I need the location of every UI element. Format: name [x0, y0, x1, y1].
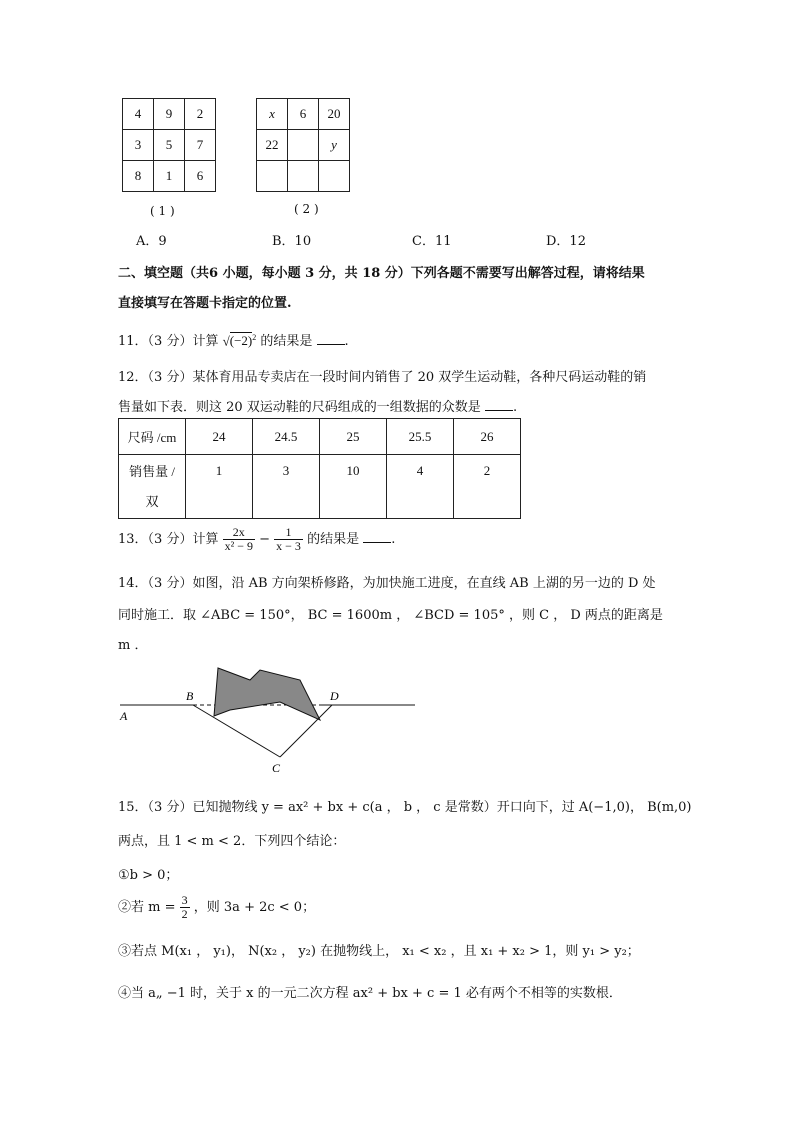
grid1-cell: 5 — [154, 130, 185, 161]
conclusion-1: ①b > 0； — [118, 868, 179, 883]
table-sales-label: 销售量 / 双 — [119, 455, 186, 519]
sales-cell: 10 — [320, 455, 387, 519]
table-header-label: 尺码 /cm — [119, 419, 186, 455]
question-14-line2: 同时施工．取 ∠ABC = 150°， BC = 1600m ， ∠BCD = 105° ，则 C ， D 两点的距离是 — [118, 608, 663, 623]
size-cell: 26 — [454, 419, 521, 455]
grid1-cell: 3 — [123, 130, 154, 161]
conclusion-2: ②若 m = $\frac{3}{2}$ ，则 3a + 2c < 0； — [118, 893, 316, 921]
label-a: A — [120, 709, 128, 723]
grid2-cell: 6 — [288, 99, 319, 130]
grid2-cell — [288, 161, 319, 192]
grid2-cell: x — [257, 99, 288, 130]
conclusion-3: ③若点 M(x₁ ， y₁)， N(x₂ ， y₂) 在抛物线上， x₁ < x₂ ，且 x₁ + x₂ > 1，则 y₁ > y₂； — [118, 944, 640, 959]
conclusion-2-fraction: $\frac{3}{2}$ — [181, 893, 188, 921]
grid1-caption: ( 1 ) — [150, 204, 175, 218]
question-14-line3: m ． — [118, 638, 148, 653]
magic-square-grid-2 — [256, 98, 350, 192]
section-heading-line2: 直接填写在答题卡指定的位置. — [118, 296, 292, 311]
grid2-cell: 20 — [319, 99, 350, 130]
question-11: 11．（3 分）计算 $√(-2)^2$ 的结果是 . — [118, 332, 349, 349]
option-a: A．9 — [136, 234, 167, 249]
magic-square-grid-1 — [122, 98, 216, 192]
grid1-cell: 9 — [154, 99, 185, 130]
q11-sqrt: $√(-2)^2$ — [222, 332, 257, 348]
grid1-cell: 8 — [123, 161, 154, 192]
conclusion-4: ④当 a„ −1 时，关于 x 的一元二次方程 ax² + bx + c = 1 必有两个不相等的实数根． — [118, 986, 622, 1001]
question-12-line1: 12．（3 分）某体育用品专卖店在一段时间内销售了 20 双学生运动鞋，各种尺码运动鞋的销 — [118, 370, 647, 385]
q11-answer-blank — [317, 334, 345, 345]
grid1-cell: 6 — [185, 161, 216, 192]
grid2-cell: 22 — [257, 130, 288, 161]
question-15-line1: 15．（3 分）已知抛物线 y = ax² + bx + c(a ， b ， c 是常数）开口向下，过 A(−1,0)， B(m,0) — [118, 800, 692, 815]
q12-answer-blank — [485, 400, 513, 411]
q13-fraction-1: $\frac{2x}{\text{x² − 9}}$ — [224, 525, 253, 553]
grid2-caption: ( 2 ) — [294, 202, 319, 216]
question-14-line1: 14．（3 分）如图，沿 AB 方向架桥修路，为加快施工进度，在直线 AB 上湖的另一边的 D 处 — [118, 576, 656, 591]
grid1-cell: 7 — [185, 130, 216, 161]
grid2-cell — [257, 161, 288, 192]
label-b: B — [186, 689, 194, 703]
grid2-cell: y — [319, 130, 350, 161]
sales-cell: 4 — [387, 455, 454, 519]
size-cell: 24 — [186, 419, 253, 455]
sales-cell: 2 — [454, 455, 521, 519]
question-15-line2: 两点，且 1 < m < 2．下列四个结论： — [118, 834, 346, 849]
bridge-lake-diagram — [110, 660, 430, 780]
q11-prefix: 11．（3 分）计算 — [118, 334, 219, 349]
q13-fraction-2: $\frac{1}{x - 3}$ — [276, 525, 301, 553]
question-12-line2: 售量如下表．则这 20 双运动鞋的尺码组成的一组数据的众数是 . — [118, 400, 518, 415]
grid1-cell: 4 — [123, 99, 154, 130]
shoe-size-table — [118, 418, 521, 519]
grid2-cell — [319, 161, 350, 192]
grid1-cell: 2 — [185, 99, 216, 130]
section-heading-line1: 二、填空题（共6 小题，每小题 3 分，共 18 分）下列各题不需要写出解答过程，请将结果 — [118, 266, 645, 281]
size-cell: 24.5 — [253, 419, 320, 455]
option-b: B．10 — [272, 234, 312, 249]
sales-cell: 1 — [186, 455, 253, 519]
segment-bc — [193, 705, 280, 757]
sales-cell: 3 — [253, 455, 320, 519]
size-cell: 25.5 — [387, 419, 454, 455]
question-13: 13．（3 分）计算 $\frac{2x}{\text{x² − 9}}$ − $\frac{1}{x - 3}$ 的结果是 . — [118, 525, 396, 553]
lake-shape — [214, 668, 320, 720]
option-d: D．12 — [546, 234, 586, 249]
grid1-cell: 1 — [154, 161, 185, 192]
size-cell: 25 — [320, 419, 387, 455]
grid2-cell — [288, 130, 319, 161]
label-c: C — [272, 761, 281, 775]
option-c: C．11 — [412, 234, 452, 249]
q11-suffix: 的结果是 — [260, 334, 313, 349]
q13-answer-blank — [363, 532, 391, 543]
label-d: D — [330, 689, 339, 703]
